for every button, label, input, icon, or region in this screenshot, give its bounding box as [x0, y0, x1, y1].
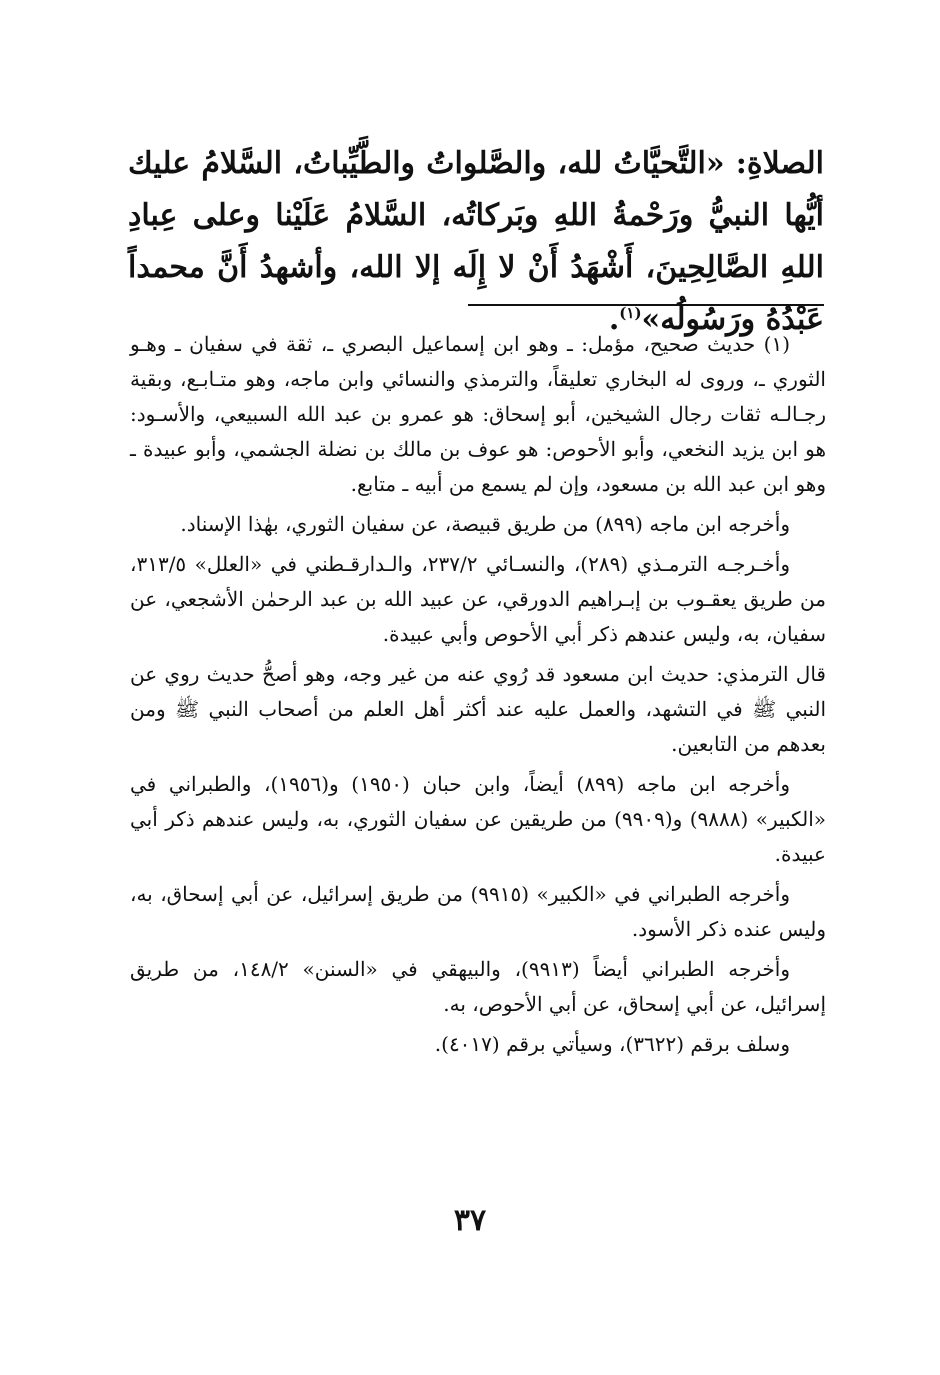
- sentence-end: .: [608, 302, 620, 337]
- footnotes: [130, 327, 826, 1067]
- footnote-paragraph: وأخرجه ابن ماجه (٨٩٩) من طريق قبيصة، عن سفيان الثوري، بهٰذا الإسناد.: [180, 512, 790, 536]
- main-text: [128, 138, 824, 346]
- page-number: ٣٧: [453, 1203, 487, 1238]
- footnote-paragraph: وأخرجه الطبراني في «الكبير» (٩٩١٥) من طريق إسرائيل، عن أبي إسحاق، به، وليس عنده ذكر الأسود.: [130, 882, 826, 941]
- footnote-separator: [468, 304, 824, 306]
- footnote-paragraph: وسلف برقم (٣٦٢٢)، وسيأتي برقم (٤٠١٧).: [434, 1032, 790, 1056]
- footnote-paragraph: وأخـرجـه الترمـذي (٢٨٩)، والنسـائي ٢٣٧/٢، والـدارقـطني في «العلل» ٣١٣/٥، من طريق يعقـوب بن إبـراهيم الدورقي، عن عبيد الله بن عبد الرحمٰن الأشجعي، عن سفيان، به، وليس عندهم ذكر أبي الأحوص وأبي عبيدة.: [130, 552, 826, 646]
- tashahhud-paragraph: [128, 138, 824, 346]
- footnote-paragraph: وأخرجه ابن ماجه (٨٩٩) أيضاً، وابن حبان (١٩٥٠) و(١٩٥٦)، والطبراني في «الكبير» (٩٨٨٨) و(٩٩٠٩) من طريقين عن سفيان الثوري، به، وليس عندهم ذكر أبي عبيدة.: [130, 772, 826, 866]
- footnote-paragraph: وأخرجه الطبراني أيضاً (٩٩١٣)، والبيهقي في «السنن» ١٤٨/٢، من طريق إسرائيل، عن أبي إسحاق، عن أبي الأحوص، به.: [130, 957, 826, 1016]
- footnote-paragraph: قال الترمذي: حديث ابن مسعود قد رُوي عنه من غير وجه، وهو أصحُّ حديث روي عن النبي ﷺ في التشهد، والعمل عليه عند أكثر أهل العلم من أصحاب النبي ﷺ ومن بعدهم من التابعين.: [130, 662, 826, 756]
- footnote-paragraph: (١) حديث صحيح، مؤمل: ـ وهو ابن إسماعيل البصري ـ، ثقة في سفيان ـ وهـو الثوري ـ، وروى له البخاري تعليقاً، والترمذي والنسائي وابن ماجه، وهو متـابـع، وبقية رجـالـه ثقات رجال الشيخين، أبو إسحاق: هو عمرو بن عبد الله السبيعي، والأسـود: هو ابن يزيد النخعي، وأبو الأحوص: هو عوف بن مالك بن نضلة الجشمي، وأبو عبيدة ـ وهو ابن عبد الله بن مسعود، وإن لم يسمع من أبيه ـ متابع.: [130, 332, 826, 496]
- tashahhud-text: الصلاةِ: «التَّحيَّاتُ لله، والصَّلواتُ والطَّيِّباتُ، السَّلامُ عليك أيُّها النبيُّ ورَحْمةُ اللهِ وبَركاتُه، السَّلامُ عَلَيْنا وعلى عِبادِ اللهِ الصَّالِحِينَ، أَشْهَدُ أَنْ لا إِلَه إلا الله، وأشهدُ أَنَّ محمداً عَبْدُهُ ورَسُولُه»: [128, 146, 824, 337]
- footnote-reference: (١): [619, 304, 642, 322]
